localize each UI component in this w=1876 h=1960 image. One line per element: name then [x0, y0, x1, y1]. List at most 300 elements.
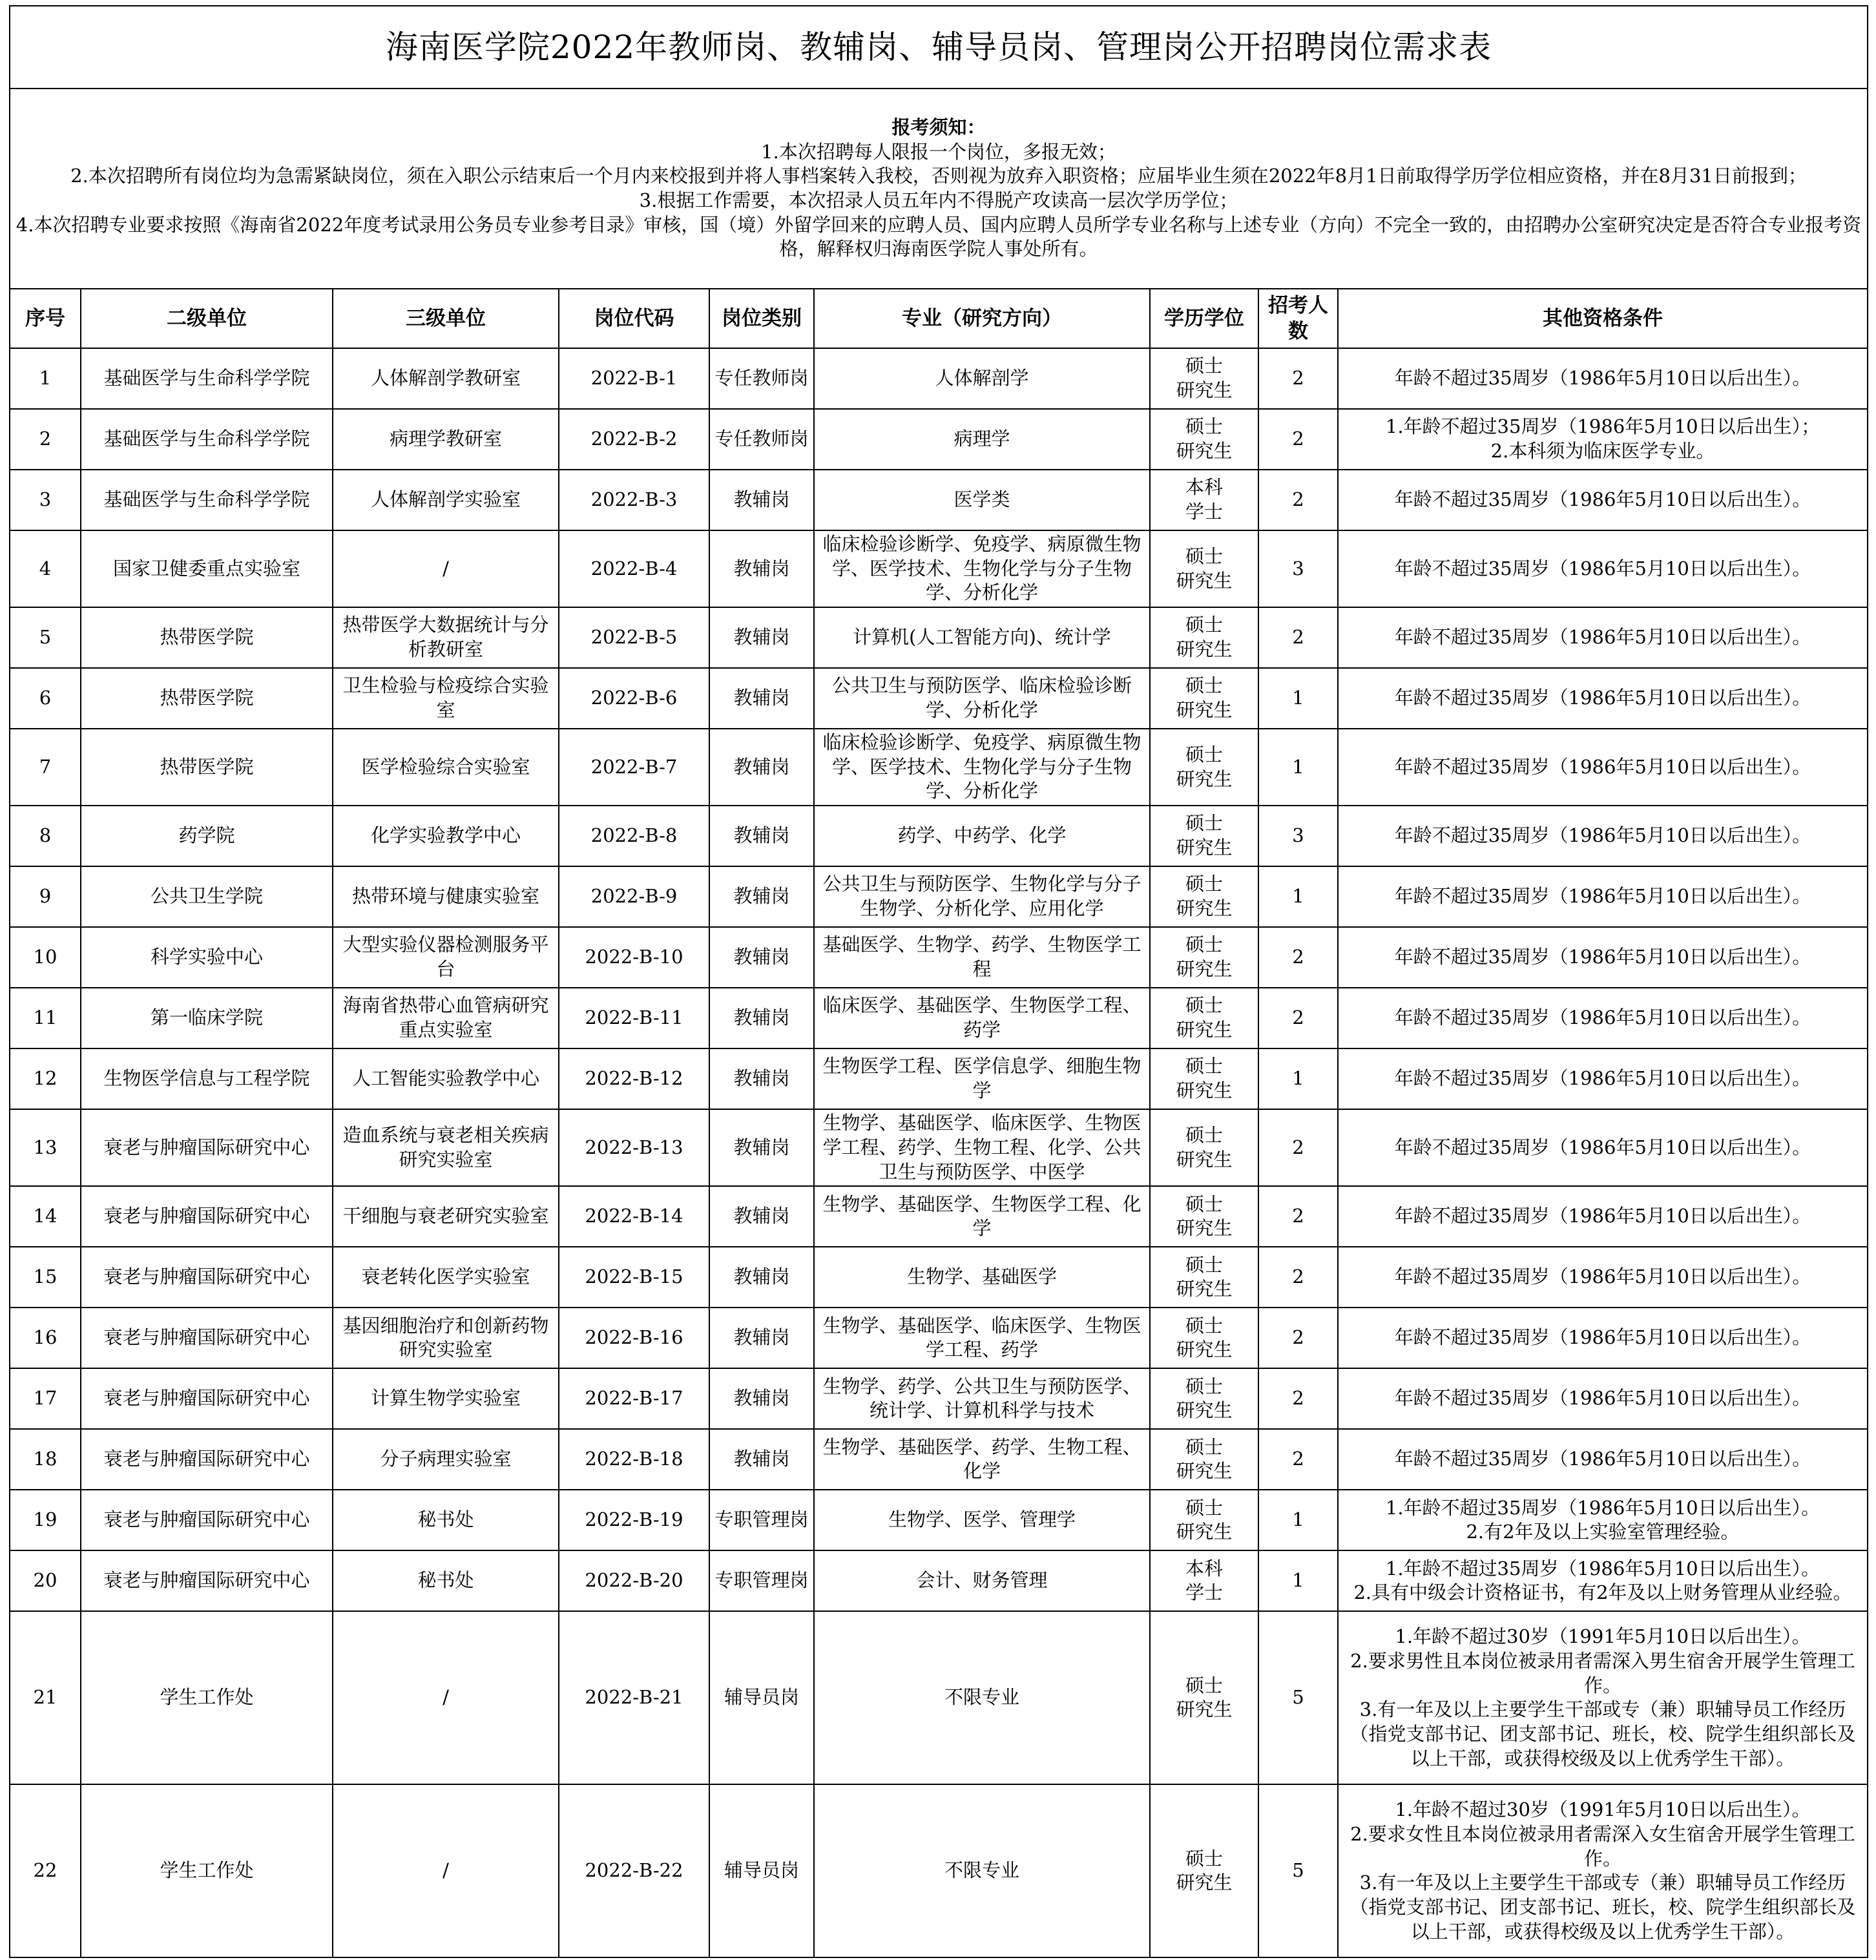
header-count: 招考人数	[1258, 289, 1338, 348]
header-code: 岗位代码	[559, 289, 709, 348]
table-row	[10, 530, 1868, 607]
condition-line: 年龄不超过35周岁（1986年5月10日以后出生）。	[1394, 1136, 1811, 1158]
table-row	[10, 1247, 1868, 1308]
cell-major: 计算机(人工智能方向)、统计学	[814, 607, 1150, 668]
cell-major: 基础医学、生物学、药学、生物医学工程	[814, 927, 1150, 988]
condition-line: 年龄不超过35周岁（1986年5月10日以后出生）。	[1394, 946, 1811, 968]
condition-line: 年龄不超过35周岁（1986年5月10日以后出生）。	[1394, 1266, 1811, 1288]
table-row	[10, 607, 1868, 668]
cell-no: 13	[10, 1109, 81, 1186]
degree-line: 本科	[1185, 1557, 1223, 1579]
cell-category: 教辅岗	[709, 1247, 814, 1308]
cell-unit3: 干细胞与衰老研究实验室	[333, 1186, 559, 1247]
cell-conditions	[1338, 1247, 1868, 1308]
cell-no: 2	[10, 409, 81, 470]
cell-degree	[1150, 1784, 1258, 1957]
cell-degree	[1150, 1048, 1258, 1109]
table-row	[10, 1490, 1868, 1550]
cell-major: 生物学、基础医学、药学、生物工程、化学	[814, 1429, 1150, 1490]
cell-unit3: 化学实验教学中心	[333, 806, 559, 866]
cell-count: 2	[1258, 348, 1338, 409]
table-row	[10, 866, 1868, 927]
cell-code: 2022-B-18	[559, 1429, 709, 1490]
cell-code: 2022-B-5	[559, 607, 709, 668]
table-row	[10, 927, 1868, 988]
cell-major: 公共卫生与预防医学、临床检验诊断学、分析化学	[814, 668, 1150, 729]
cell-category: 教辅岗	[709, 866, 814, 927]
cell-category: 教辅岗	[709, 668, 814, 729]
cell-category: 专职管理岗	[709, 1550, 814, 1611]
cell-no: 5	[10, 607, 81, 668]
cell-unit3: 热带环境与健康实验室	[333, 866, 559, 927]
cell-conditions	[1338, 1490, 1868, 1550]
cell-unit2: 衰老与肿瘤国际研究中心	[81, 1368, 333, 1429]
cell-no: 1	[10, 348, 81, 409]
condition-line: 年龄不超过35周岁（1986年5月10日以后出生）。	[1394, 1326, 1811, 1349]
cell-no: 21	[10, 1611, 81, 1784]
cell-conditions	[1338, 668, 1868, 729]
cell-major: 不限专业	[814, 1611, 1150, 1784]
cell-degree	[1150, 1308, 1258, 1368]
cell-degree	[1150, 988, 1258, 1048]
cell-unit3: 大型实验仪器检测服务平台	[333, 927, 559, 988]
condition-line: 3.有一年及以上主要学生干部或专（兼）职辅导员工作经历（指党支部书记、团支部书记、班长，校、院学生组织部长及以上干部，或获得校级及以上优秀学生干部）。	[1350, 1871, 1856, 1943]
cell-major: 病理学	[814, 409, 1150, 470]
cell-unit2: 生物医学信息与工程学院	[81, 1048, 333, 1109]
cell-conditions	[1338, 1308, 1868, 1368]
condition-line: 年龄不超过35周岁（1986年5月10日以后出生）。	[1394, 1387, 1811, 1410]
cell-code: 2022-B-12	[559, 1048, 709, 1109]
degree-line: 研究生	[1176, 767, 1233, 790]
cell-code: 2022-B-6	[559, 668, 709, 729]
cell-degree	[1150, 729, 1258, 806]
degree-line: 本科	[1185, 476, 1223, 499]
cell-code: 2022-B-15	[559, 1247, 709, 1308]
cell-conditions	[1338, 1611, 1868, 1784]
cell-code: 2022-B-9	[559, 866, 709, 927]
table-row	[10, 1611, 1868, 1784]
cell-category: 辅导员岗	[709, 1784, 814, 1957]
header-major: 专业（研究方向）	[814, 289, 1150, 348]
degree-line: 研究生	[1176, 1019, 1233, 1041]
table-row	[10, 409, 1868, 470]
cell-conditions	[1338, 927, 1868, 988]
degree-line: 硕士	[1185, 1375, 1223, 1397]
cell-major: 生物学、医学、管理学	[814, 1490, 1150, 1550]
condition-line: 2.要求男性且本岗位被录用者需深入男生宿舍开展学生管理工作。	[1350, 1649, 1855, 1696]
condition-line: 2.有2年及以上实验室管理经验。	[1466, 1521, 1740, 1543]
cell-no: 16	[10, 1308, 81, 1368]
cell-count: 2	[1258, 988, 1338, 1048]
degree-line: 研究生	[1176, 1871, 1233, 1894]
degree-line: 研究生	[1176, 379, 1233, 401]
cell-count: 3	[1258, 806, 1338, 866]
cell-unit2: 药学院	[81, 806, 333, 866]
condition-line: 年龄不超过35周岁（1986年5月10日以后出生）。	[1394, 755, 1811, 778]
condition-line: 1.年龄不超过35周岁（1986年5月10日以后出生）；	[1385, 415, 1820, 438]
cell-category: 教辅岗	[709, 1308, 814, 1368]
cell-no: 8	[10, 806, 81, 866]
cell-count: 1	[1258, 1490, 1338, 1550]
cell-unit2: 学生工作处	[81, 1784, 333, 1957]
cell-unit3: 人工智能实验教学中心	[333, 1048, 559, 1109]
cell-category: 专职管理岗	[709, 1490, 814, 1550]
cell-unit2: 衰老与肿瘤国际研究中心	[81, 1429, 333, 1490]
condition-line: 年龄不超过35周岁（1986年5月10日以后出生）。	[1394, 367, 1811, 390]
degree-line: 硕士	[1185, 674, 1223, 697]
cell-category: 教辅岗	[709, 1368, 814, 1429]
cell-degree	[1150, 348, 1258, 409]
degree-line: 硕士	[1185, 933, 1223, 956]
cell-count: 2	[1258, 1368, 1338, 1429]
degree-line: 研究生	[1176, 569, 1233, 592]
condition-line: 1.年龄不超过35周岁（1986年5月10日以后出生）。	[1385, 1557, 1820, 1579]
cell-code: 2022-B-7	[559, 729, 709, 806]
cell-major: 生物学、基础医学、临床医学、生物医学工程、药学、生物工程、化学、公共卫生与预防医学、中医学	[814, 1109, 1150, 1186]
cell-conditions	[1338, 1186, 1868, 1247]
condition-line: 年龄不超过35周岁（1986年5月10日以后出生）。	[1394, 687, 1811, 709]
cell-major: 医学类	[814, 470, 1150, 530]
cell-count: 1	[1258, 866, 1338, 927]
condition-line: 年龄不超过35周岁（1986年5月10日以后出生）。	[1394, 1448, 1811, 1470]
cell-unit3: 医学检验综合实验室	[333, 729, 559, 806]
cell-degree	[1150, 1109, 1258, 1186]
cell-category: 教辅岗	[709, 988, 814, 1048]
cell-category: 教辅岗	[709, 530, 814, 607]
cell-no: 3	[10, 470, 81, 530]
cell-unit3: 病理学教研室	[333, 409, 559, 470]
cell-no: 15	[10, 1247, 81, 1308]
cell-count: 5	[1258, 1784, 1338, 1957]
cell-category: 教辅岗	[709, 927, 814, 988]
cell-no: 17	[10, 1368, 81, 1429]
cell-unit2: 热带医学院	[81, 607, 333, 668]
cell-no: 12	[10, 1048, 81, 1109]
cell-category: 教辅岗	[709, 1109, 814, 1186]
header-row	[10, 289, 1868, 348]
header-category: 岗位类别	[709, 289, 814, 348]
degree-line: 研究生	[1176, 1460, 1233, 1483]
cell-code: 2022-B-2	[559, 409, 709, 470]
degree-line: 硕士	[1185, 1055, 1223, 1078]
cell-conditions	[1338, 470, 1868, 530]
cell-unit2: 基础医学与生命科学学院	[81, 409, 333, 470]
degree-line: 硕士	[1185, 1847, 1223, 1870]
cell-count: 1	[1258, 668, 1338, 729]
degree-line: 硕士	[1185, 812, 1223, 835]
degree-line: 学士	[1185, 501, 1223, 523]
cell-major: 生物学、基础医学、临床医学、生物医学工程、药学	[814, 1308, 1150, 1368]
condition-line: 年龄不超过35周岁（1986年5月10日以后出生）。	[1394, 1006, 1811, 1029]
cell-unit2: 公共卫生学院	[81, 866, 333, 927]
degree-line: 硕士	[1185, 1123, 1223, 1146]
degree-line: 硕士	[1185, 1496, 1223, 1519]
cell-degree	[1150, 1247, 1258, 1308]
cell-degree	[1150, 1186, 1258, 1247]
cell-unit2: 衰老与肿瘤国际研究中心	[81, 1308, 333, 1368]
cell-degree	[1150, 607, 1258, 668]
cell-conditions	[1338, 1550, 1868, 1611]
cell-count: 1	[1258, 1550, 1338, 1611]
cell-major: 生物学、基础医学、生物医学工程、化学	[814, 1186, 1150, 1247]
cell-count: 2	[1258, 927, 1338, 988]
degree-line: 研究生	[1176, 1339, 1233, 1361]
cell-conditions	[1338, 348, 1868, 409]
cell-code: 2022-B-22	[559, 1784, 709, 1957]
cell-count: 1	[1258, 729, 1338, 806]
cell-category: 教辅岗	[709, 607, 814, 668]
cell-degree	[1150, 927, 1258, 988]
cell-no: 20	[10, 1550, 81, 1611]
cell-major: 药学、中药学、化学	[814, 806, 1150, 866]
degree-line: 研究生	[1176, 897, 1233, 920]
cell-code: 2022-B-3	[559, 470, 709, 530]
cell-unit2: 基础医学与生命科学学院	[81, 470, 333, 530]
cell-count: 3	[1258, 530, 1338, 607]
cell-unit3: /	[333, 530, 559, 607]
cell-code: 2022-B-1	[559, 348, 709, 409]
cell-category: 教辅岗	[709, 1429, 814, 1490]
degree-line: 学士	[1185, 1581, 1223, 1604]
condition-line: 2.本科须为临床医学专业。	[1490, 440, 1715, 462]
condition-line: 2.要求女性且本岗位被录用者需深入女生宿舍开展学生管理工作。	[1350, 1822, 1855, 1870]
condition-line: 3.有一年及以上主要学生干部或专（兼）职辅导员工作经历（指党支部书记、团支部书记、班长，校、院学生组织部长及以上干部，或获得校级及以上优秀学生干部）。	[1350, 1698, 1856, 1769]
table-row	[10, 1784, 1868, 1957]
condition-line: 1.年龄不超过35周岁（1986年5月10日以后出生）。	[1385, 1496, 1820, 1519]
cell-conditions	[1338, 409, 1868, 470]
cell-degree	[1150, 1550, 1258, 1611]
cell-count: 2	[1258, 1186, 1338, 1247]
table-row	[10, 1550, 1868, 1611]
cell-count: 2	[1258, 1109, 1338, 1186]
cell-unit3: 人体解剖学实验室	[333, 470, 559, 530]
notice-line: 2.本次招聘所有岗位均为急需紧缺岗位，须在入职公示结束后一个月内来校报到并将人事档案转入我校，否则视为放弃入职资格；应届毕业生须在2022年8月1日前取得学历学位相应资格，并在8月31日前报到；	[70, 165, 1807, 187]
cell-major: 生物学、基础医学	[814, 1247, 1150, 1308]
header-degree: 学历学位	[1150, 289, 1258, 348]
cell-count: 1	[1258, 1048, 1338, 1109]
cell-category: 教辅岗	[709, 470, 814, 530]
notice-block	[10, 89, 1868, 289]
degree-line: 研究生	[1176, 1148, 1233, 1171]
cell-degree	[1150, 470, 1258, 530]
cell-unit2: 衰老与肿瘤国际研究中心	[81, 1247, 333, 1308]
cell-no: 10	[10, 927, 81, 988]
cell-degree	[1150, 668, 1258, 729]
degree-line: 硕士	[1185, 415, 1223, 438]
cell-conditions	[1338, 1109, 1868, 1186]
cell-category: 教辅岗	[709, 1186, 814, 1247]
cell-count: 2	[1258, 607, 1338, 668]
notice-heading: 报考须知：	[891, 116, 986, 138]
cell-unit2: 基础医学与生命科学学院	[81, 348, 333, 409]
cell-conditions	[1338, 988, 1868, 1048]
cell-unit2: 热带医学院	[81, 729, 333, 806]
cell-no: 19	[10, 1490, 81, 1550]
degree-line: 研究生	[1176, 1278, 1233, 1300]
degree-line: 研究生	[1176, 699, 1233, 722]
degree-line: 研究生	[1176, 1399, 1233, 1422]
cell-unit3: 人体解剖学教研室	[333, 348, 559, 409]
cell-no: 6	[10, 668, 81, 729]
cell-code: 2022-B-13	[559, 1109, 709, 1186]
cell-major: 会计、财务管理	[814, 1550, 1150, 1611]
table-row	[10, 806, 1868, 866]
cell-unit2: 学生工作处	[81, 1611, 333, 1784]
condition-line: 年龄不超过35周岁（1986年5月10日以后出生）。	[1394, 824, 1811, 847]
cell-degree	[1150, 1429, 1258, 1490]
condition-line: 2.具有中级会计资格证书，有2年及以上财务管理从业经验。	[1353, 1581, 1852, 1604]
cell-major: 公共卫生与预防医学、生物化学与分子生物学、分析化学、应用化学	[814, 866, 1150, 927]
degree-line: 硕士	[1185, 1314, 1223, 1337]
table-row	[10, 668, 1868, 729]
degree-line: 研究生	[1176, 1079, 1233, 1102]
table-row	[10, 348, 1868, 409]
cell-unit3: 热带医学大数据统计与分析教研室	[333, 607, 559, 668]
degree-line: 硕士	[1185, 873, 1223, 895]
cell-unit3: 计算生物学实验室	[333, 1368, 559, 1429]
cell-code: 2022-B-19	[559, 1490, 709, 1550]
cell-code: 2022-B-17	[559, 1368, 709, 1429]
cell-unit2: 国家卫健委重点实验室	[81, 530, 333, 607]
cell-major: 生物学、药学、公共卫生与预防医学、统计学、计算机科学与技术	[814, 1368, 1150, 1429]
cell-unit3: 卫生检验与检疫综合实验室	[333, 668, 559, 729]
cell-major: 临床医学、基础医学、生物医学工程、药学	[814, 988, 1150, 1048]
condition-line: 年龄不超过35周岁（1986年5月10日以后出生）。	[1394, 1067, 1811, 1090]
table-row	[10, 1186, 1868, 1247]
recruitment-table	[9, 5, 1868, 1958]
cell-degree	[1150, 1368, 1258, 1429]
degree-line: 硕士	[1185, 355, 1223, 377]
cell-unit3: 分子病理实验室	[333, 1429, 559, 1490]
degree-line: 研究生	[1176, 1698, 1233, 1721]
condition-line: 年龄不超过35周岁（1986年5月10日以后出生）。	[1394, 1205, 1811, 1227]
recruitment-sheet	[9, 5, 1867, 1952]
degree-line: 研究生	[1176, 837, 1233, 859]
cell-count: 2	[1258, 1247, 1338, 1308]
cell-count: 2	[1258, 1429, 1338, 1490]
cell-count: 2	[1258, 1308, 1338, 1368]
cell-no: 18	[10, 1429, 81, 1490]
table-row	[10, 470, 1868, 530]
degree-line: 硕士	[1185, 614, 1223, 636]
cell-unit2: 热带医学院	[81, 668, 333, 729]
cell-category: 辅导员岗	[709, 1611, 814, 1784]
condition-line: 年龄不超过35周岁（1986年5月10日以后出生）。	[1394, 626, 1811, 649]
cell-category: 专任教师岗	[709, 348, 814, 409]
table-row	[10, 1368, 1868, 1429]
degree-line: 研究生	[1176, 638, 1233, 661]
cell-major: 临床检验诊断学、免疫学、病原微生物学、医学技术、生物化学与分子生物学、分析化学	[814, 530, 1150, 607]
condition-line: 年龄不超过35周岁（1986年5月10日以后出生）。	[1394, 557, 1811, 579]
cell-code: 2022-B-8	[559, 806, 709, 866]
cell-degree	[1150, 1611, 1258, 1784]
cell-unit2: 衰老与肿瘤国际研究中心	[81, 1490, 333, 1550]
cell-category: 教辅岗	[709, 729, 814, 806]
cell-unit3: 基因细胞治疗和创新药物研究实验室	[333, 1308, 559, 1368]
condition-line: 年龄不超过35周岁（1986年5月10日以后出生）。	[1394, 885, 1811, 908]
cell-unit3: /	[333, 1784, 559, 1957]
degree-line: 硕士	[1185, 1435, 1223, 1458]
notice-line: 1.本次招聘每人限报一个岗位，多报无效；	[761, 140, 1116, 163]
cell-conditions	[1338, 1368, 1868, 1429]
degree-line: 研究生	[1176, 1521, 1233, 1543]
cell-unit3: 秘书处	[333, 1550, 559, 1611]
cell-category: 专任教师岗	[709, 409, 814, 470]
table-row	[10, 729, 1868, 806]
cell-count: 2	[1258, 470, 1338, 530]
cell-conditions	[1338, 806, 1868, 866]
cell-conditions	[1338, 1784, 1868, 1957]
cell-no: 9	[10, 866, 81, 927]
cell-degree	[1150, 866, 1258, 927]
cell-category: 教辅岗	[709, 806, 814, 866]
cell-category: 教辅岗	[709, 1048, 814, 1109]
cell-degree	[1150, 806, 1258, 866]
cell-major: 不限专业	[814, 1784, 1150, 1957]
table-row	[10, 1109, 1868, 1186]
cell-unit2: 衰老与肿瘤国际研究中心	[81, 1186, 333, 1247]
cell-conditions	[1338, 607, 1868, 668]
cell-no: 14	[10, 1186, 81, 1247]
header-no: 序号	[10, 289, 81, 348]
table-row	[10, 1048, 1868, 1109]
cell-code: 2022-B-20	[559, 1550, 709, 1611]
degree-line: 硕士	[1185, 545, 1223, 567]
page-title: 海南医学院2022年教师岗、教辅岗、辅导员岗、管理岗公开招聘岗位需求表	[10, 6, 1868, 89]
cell-conditions	[1338, 866, 1868, 927]
notice-line: 3.根据工作需要，本次招录人员五年内不得脱产攻读高一层次学历学位；	[639, 189, 1238, 211]
cell-no: 7	[10, 729, 81, 806]
header-unit2: 二级单位	[81, 289, 333, 348]
cell-unit2: 衰老与肿瘤国际研究中心	[81, 1109, 333, 1186]
cell-unit3: 秘书处	[333, 1490, 559, 1550]
cell-major: 生物医学工程、医学信息学、细胞生物学	[814, 1048, 1150, 1109]
cell-count: 5	[1258, 1611, 1338, 1784]
degree-line: 硕士	[1185, 1674, 1223, 1696]
degree-line: 研究生	[1176, 440, 1233, 462]
cell-code: 2022-B-11	[559, 988, 709, 1048]
condition-line: 年龄不超过35周岁（1986年5月10日以后出生）。	[1394, 488, 1811, 511]
table-row	[10, 988, 1868, 1048]
degree-line: 硕士	[1185, 743, 1223, 766]
condition-line: 1.年龄不超过30岁（1991年5月10日以后出生）。	[1395, 1798, 1811, 1821]
degree-line: 硕士	[1185, 994, 1223, 1017]
cell-code: 2022-B-21	[559, 1611, 709, 1784]
cell-code: 2022-B-14	[559, 1186, 709, 1247]
cell-unit3: 造血系统与衰老相关疾病研究实验室	[333, 1109, 559, 1186]
cell-no: 4	[10, 530, 81, 607]
cell-code: 2022-B-4	[559, 530, 709, 607]
cell-code: 2022-B-10	[559, 927, 709, 988]
cell-conditions	[1338, 530, 1868, 607]
cell-code: 2022-B-16	[559, 1308, 709, 1368]
cell-unit2: 衰老与肿瘤国际研究中心	[81, 1550, 333, 1611]
degree-line: 硕士	[1185, 1193, 1223, 1215]
cell-major: 临床检验诊断学、免疫学、病原微生物学、医学技术、生物化学与分子生物学、分析化学	[814, 729, 1150, 806]
header-unit3: 三级单位	[333, 289, 559, 348]
cell-conditions	[1338, 1048, 1868, 1109]
cell-major: 人体解剖学	[814, 348, 1150, 409]
degree-line: 研究生	[1176, 958, 1233, 981]
cell-conditions	[1338, 729, 1868, 806]
cell-unit3: /	[333, 1611, 559, 1784]
cell-unit2: 第一临床学院	[81, 988, 333, 1048]
cell-conditions	[1338, 1429, 1868, 1490]
cell-degree	[1150, 530, 1258, 607]
cell-count: 2	[1258, 409, 1338, 470]
table-row	[10, 1308, 1868, 1368]
cell-unit3: 海南省热带心血管病研究重点实验室	[333, 988, 559, 1048]
